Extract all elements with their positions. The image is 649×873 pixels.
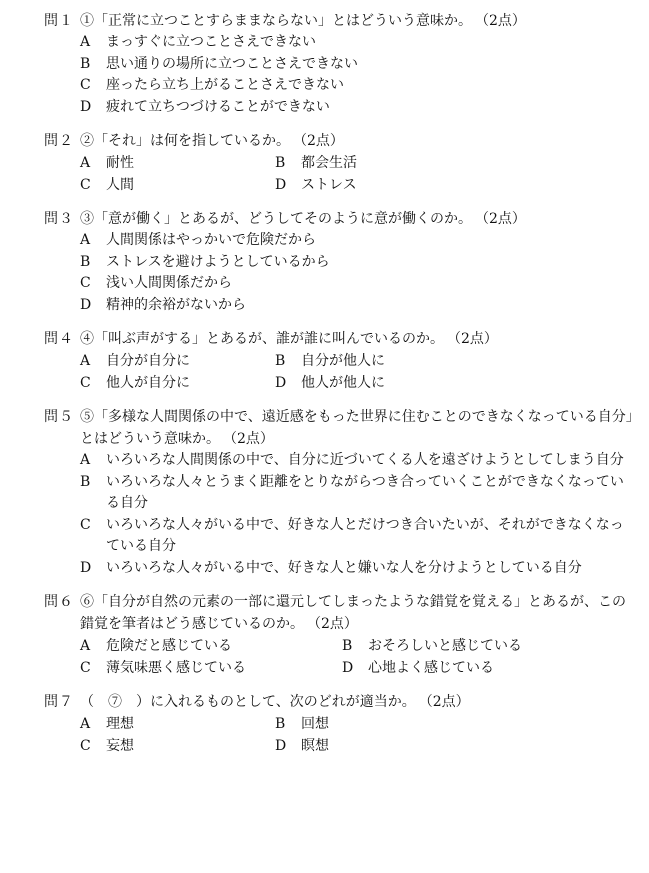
option-letter: C [80, 516, 91, 533]
option-d [80, 295, 633, 317]
option-text: 座ったら立ち上がることさえできない [106, 77, 344, 93]
option-text: 妄想 [106, 738, 134, 754]
option-grid [80, 713, 633, 757]
question-points: （2点） [482, 13, 526, 29]
option-text: いろいろな人々がいる中で、好きな人と嫌いな人を分けようとしている自分 [106, 559, 582, 576]
option-text: 自分が自分に [106, 353, 190, 369]
option-c [80, 75, 633, 97]
option-letter: D [80, 98, 92, 115]
option-grid [80, 350, 633, 394]
option-b [275, 713, 633, 735]
option-letter: A [80, 155, 91, 171]
option-b [275, 152, 633, 174]
option-text: 都会生活 [301, 155, 357, 171]
option-text: 耐性 [106, 155, 134, 171]
question-number: 問１ [44, 13, 74, 29]
option-letter: A [80, 232, 91, 248]
option-d [275, 735, 633, 757]
option-d [275, 372, 633, 394]
option-d [80, 97, 633, 119]
option-text: 精神的余裕がないから [106, 296, 246, 313]
question-number: 問６ [44, 594, 74, 610]
option-text: いろいろな人間関係の中で、自分に近づいてくる人を遠ざけようとしてしまう自分 [106, 452, 624, 468]
option-letter: B [80, 473, 91, 490]
option-b [80, 54, 633, 76]
option-a [80, 350, 275, 372]
option-letter: C [80, 738, 91, 754]
question-number: 問７ [44, 694, 74, 710]
option-letter: D [275, 375, 287, 391]
option-a [80, 230, 633, 252]
option-b [80, 472, 633, 515]
question-number: 問２ [44, 133, 74, 149]
option-list [80, 32, 633, 118]
question-points: （2点） [482, 211, 526, 227]
question-text: ②「それ」は何を指しているか。 [80, 133, 290, 149]
option-letter: D [80, 296, 92, 313]
option-c [80, 515, 633, 558]
option-a [80, 635, 342, 657]
option-letter: A [80, 716, 91, 732]
question-number: 問４ [44, 331, 74, 347]
option-text: ストレスを避けようとしているから [106, 253, 330, 270]
question-text: ③「意が働く」とあるが、どうしてそのように意が働くのか。 [80, 211, 472, 227]
option-text: 浅い人間関係だから [106, 275, 232, 291]
option-letter: B [80, 55, 91, 72]
option-letter: B [80, 253, 91, 270]
option-d [342, 657, 633, 679]
option-text: 疲れて立ちつづけることができない [106, 98, 330, 115]
option-letter: B [275, 155, 286, 171]
option-text: いろいろな人々がいる中で、好きな人とだけつき合いたいが、それができなくなっている自分 [106, 516, 624, 554]
option-letter: C [80, 177, 91, 193]
question-7 [44, 691, 633, 757]
option-c [80, 273, 633, 295]
option-text: 危険だと感じている [106, 638, 232, 654]
option-letter: A [80, 353, 91, 369]
option-grid [80, 152, 633, 196]
option-list [80, 230, 633, 316]
option-d [275, 174, 633, 196]
option-a [80, 152, 275, 174]
option-text: 思い通りの場所に立つことさえできない [106, 55, 358, 72]
question-text: （ ⑦ ）に入れるものとして、次のどれが適当か。 [80, 694, 416, 710]
option-text: 瞑想 [301, 738, 329, 754]
option-letter: D [342, 660, 354, 676]
option-letter: B [342, 638, 353, 654]
option-c [80, 735, 275, 757]
option-letter: B [275, 716, 286, 732]
option-text: 薄気味悪く感じている [106, 660, 246, 676]
question-5 [44, 406, 633, 579]
option-letter: B [275, 353, 286, 369]
option-text: 回想 [301, 716, 329, 732]
question-text: ④「叫ぶ声がする」とあるが、誰が誰に叫んでいるのか。 [80, 331, 444, 347]
question-3 [44, 208, 633, 316]
option-grid [80, 635, 633, 679]
question-text: ①「正常に立つことすらままならない」とはどういう意味か。 [80, 13, 472, 29]
option-text: 心地よく感じている [368, 660, 494, 676]
option-text: 人間 [106, 177, 134, 193]
option-a [80, 32, 633, 54]
option-a [80, 450, 633, 472]
option-letter: D [275, 177, 287, 193]
question-text: ⑥「自分が自然の元素の一部に還元してしまったような錯覚を覚える」とあるが、この錯覚を筆者はどう感じているのか。 [80, 594, 626, 632]
question-points: （2点） [230, 431, 274, 447]
option-letter: D [80, 559, 92, 576]
option-letter: D [275, 738, 287, 754]
question-2 [44, 130, 633, 196]
question-number: 問５ [44, 409, 74, 425]
option-a [80, 713, 275, 735]
option-list [80, 450, 633, 579]
option-letter: C [80, 275, 91, 291]
option-letter: A [80, 34, 91, 50]
option-b [342, 635, 633, 657]
option-text: 他人が自分に [106, 375, 190, 391]
question-6 [44, 591, 633, 679]
option-text: 人間関係はやっかいで危険だから [106, 232, 316, 248]
option-c [80, 174, 275, 196]
option-c [80, 657, 342, 679]
question-points: （2点） [300, 133, 344, 149]
option-text: まっすぐに立つことさえできない [106, 34, 316, 50]
question-points: （2点） [425, 694, 470, 710]
option-letter: A [80, 452, 91, 468]
option-letter: A [80, 638, 91, 654]
question-number: 問３ [44, 211, 74, 227]
question-text: ⑤「多様な人間関係の中で、遠近感をもった世界に住むことのできなくなっている自分」とはどういう意味か。 [80, 409, 633, 447]
option-letter: C [80, 660, 91, 676]
option-text: いろいろな人々とうまく距離をとりながらつき合っていくことができなくなっている自分 [106, 473, 624, 511]
option-b [275, 350, 633, 372]
option-text: おそろしいと感じている [368, 638, 522, 654]
option-text: 他人が他人に [301, 375, 385, 391]
option-b [80, 252, 633, 274]
question-1 [44, 10, 633, 118]
question-points: （2点） [314, 616, 358, 632]
option-d [80, 558, 633, 580]
option-letter: C [80, 375, 91, 391]
option-text: 自分が他人に [301, 353, 385, 369]
option-c [80, 372, 275, 394]
question-4 [44, 328, 633, 394]
option-letter: C [80, 77, 91, 93]
option-text: ストレス [301, 177, 357, 193]
question-points: （2点） [454, 331, 498, 347]
option-text: 理想 [106, 716, 134, 732]
